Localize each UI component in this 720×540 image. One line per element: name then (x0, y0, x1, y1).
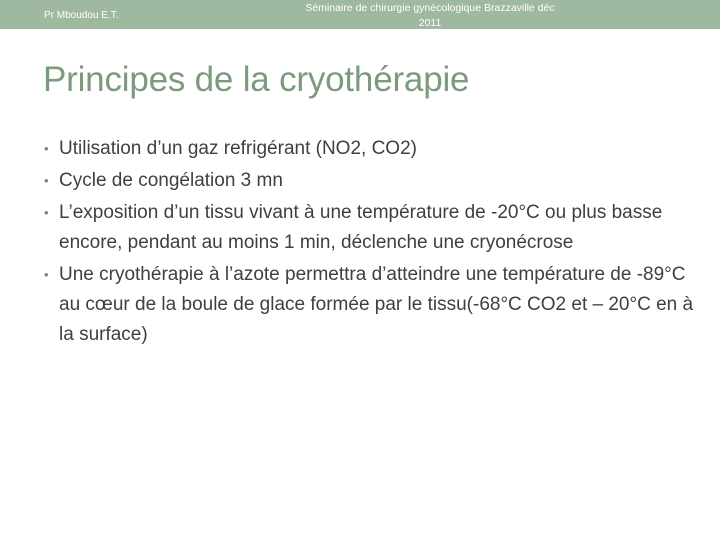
bullet-text: Utilisation d’un gaz refrigérant (NO2, CO2) (59, 138, 417, 159)
bullet-item (44, 198, 694, 258)
bullet-text: L’exposition d’un tissu vivant à une température de -20°C ou plus basse encore, pendant au moins 1 min, déclenche une cryonécrose (59, 202, 663, 253)
bullet-list (44, 134, 694, 352)
slide-header-bar (0, 0, 720, 29)
bullet-icon: • (44, 267, 49, 282)
header-event (280, 1, 580, 31)
header-event-line-2: 2011 (418, 17, 442, 29)
bullet-item (44, 166, 694, 196)
bullet-text: Cycle de congélation 3 mn (59, 170, 283, 191)
bullet-icon: • (44, 141, 49, 156)
header-event-line-1: Séminaire de chirurgie gynécologique Brazzaville déc (305, 2, 555, 14)
bullet-item (44, 260, 694, 350)
header-author: Pr Mboudou E.T. (44, 10, 119, 21)
bullet-text: Une cryothérapie à l’azote permettra d’atteindre une température de -89°C au cœur de la boule de glace formée par le tissu(-68°C CO2 et – 20°C en à la surface) (59, 264, 694, 345)
slide-title: Principes de la cryothérapie (43, 60, 470, 99)
bullet-icon: • (44, 173, 49, 188)
bullet-item (44, 134, 694, 164)
bullet-icon: • (44, 205, 49, 220)
